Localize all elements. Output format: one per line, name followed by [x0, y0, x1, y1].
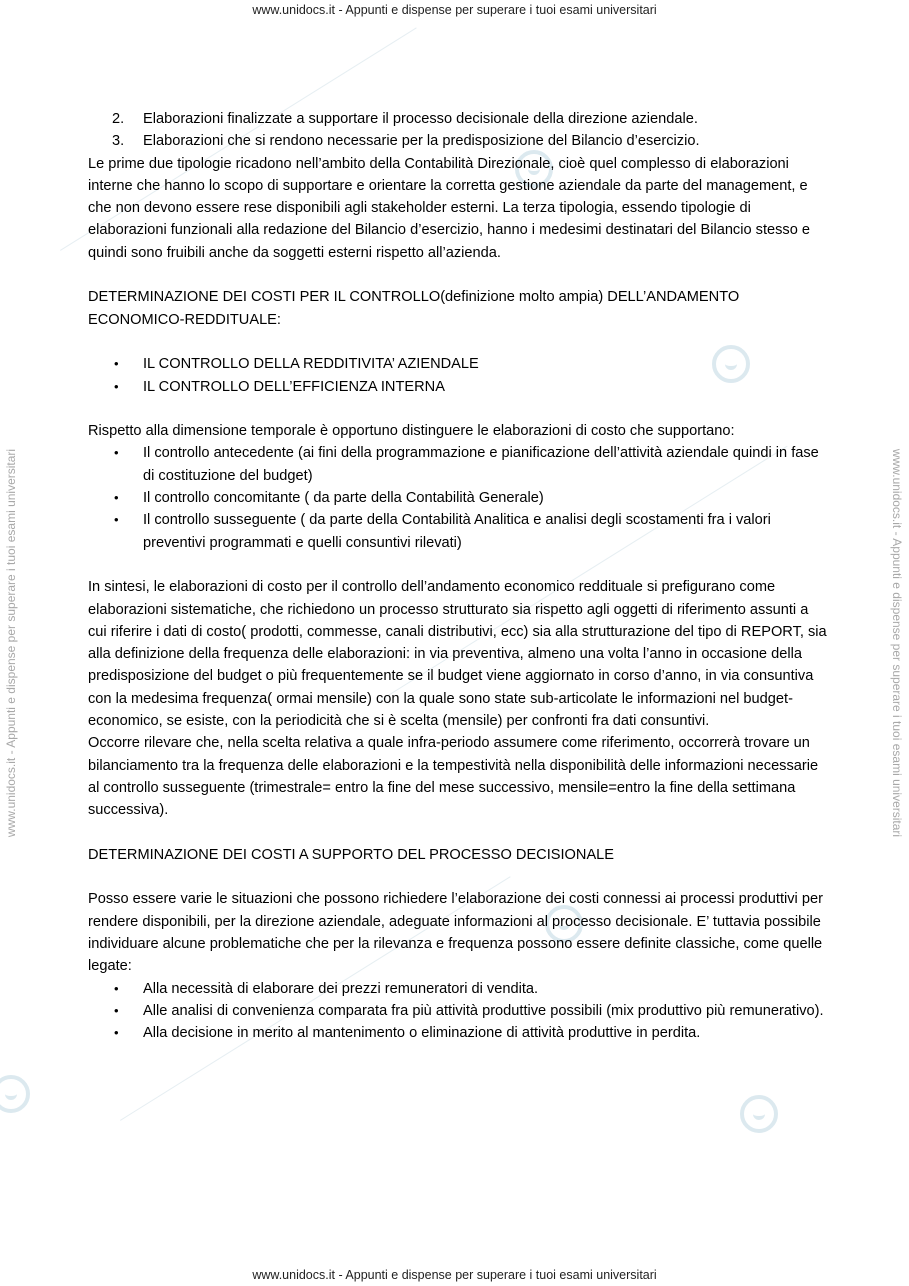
bullet-icon: • [114, 512, 119, 528]
list-item-text: IL CONTROLLO DELLA REDDITIVITA’ AZIENDALE [143, 356, 479, 373]
paragraph: Posso essere varie le situazioni che possono richiedere l’elaborazione dei costi connessi ai processi produttivi per rendere disponibili, per la direzione aziendale, adeguate informazioni al processo decisionale. E’ tuttavia possibile individuare alcune problematiche che per la rilevanza e frequenza possono essere definite classiche, come quelle legate: [88, 891, 823, 975]
paragraph: Rispetto alla dimensione temporale è opportuno distinguere le elaborazioni di costo che supportano: [88, 423, 735, 440]
list-item-text: Elaborazioni finalizzate a supportare il processo decisionale della direzione aziendale. [143, 111, 698, 127]
list-item [88, 108, 828, 130]
list-item [88, 1022, 828, 1044]
paragraph: Le prime due tipologie ricadono nell’ambito della Contabilità Direzionale, cioè quel complesso di elaborazioni interne che hanno lo scopo di supportare e orientare la corretta gestione aziendale da parte del management, e che non devono essere rese disponibili agli stakeholder esterni. La terza tipologia, essendo tipologie di elaborazioni funzionali alla redazione del Bilancio d’esercizio, hanno i medesimi destinatari del Bilancio stesso e quindi sono fruibili anche da soggetti esterni rispetto all’azienda. [88, 155, 810, 261]
bullet-icon: • [114, 445, 119, 461]
bullet-icon: • [114, 378, 119, 394]
list-item-text: Alle analisi di convenienza comparata fra più attività produttive possibili (mix produttivo più remunerativo). [143, 1002, 824, 1019]
list-item-text: IL CONTROLLO DELL’EFFICIENZA INTERNA [143, 378, 445, 395]
list-item [88, 130, 828, 152]
bullet-icon: • [114, 1025, 119, 1041]
watermark-left: www.unidocs.it - Appunti e dispense per superare i tuoi esami universitari [4, 448, 18, 838]
bullet-icon: • [114, 490, 119, 506]
list-number: 2. [112, 111, 125, 127]
section-heading: DETERMINAZIONE DEI COSTI A SUPPORTO DEL PROCESSO DECISIONALE [88, 846, 615, 863]
list-item [88, 978, 828, 1000]
list-item-text: Alla necessità di elaborare dei prezzi remuneratori di vendita. [143, 980, 539, 997]
list-number: 3. [112, 133, 125, 150]
list-item-text: Il controllo concomitante ( da parte della Contabilità Generale) [143, 490, 544, 507]
list-item-text: Elaborazioni che si rendono necessarie per la predisposizione del Bilancio d’esercizio. [143, 133, 700, 150]
watermark-header: www.unidocs.it - Appunti e dispense per superare i tuoi esami universitari [252, 3, 657, 17]
bullet-list [88, 353, 828, 398]
numbered-list [88, 108, 828, 153]
bullet-icon: • [114, 356, 119, 372]
list-item-text: Il controllo susseguente ( da parte della Contabilità Analitica e analisi degli scostamenti fra i valori preventivi programmati e quelli consuntivi rilevati) [143, 512, 771, 551]
bullet-icon: • [114, 1002, 119, 1018]
list-item-text: Alla decisione in merito al mantenimento o eliminazione di attività produttive in perdita. [143, 1025, 701, 1042]
watermark-right: www.unidocs.it - Appunti e dispense per superare i tuoi esami universitari [890, 448, 904, 838]
watermark-footer: www.unidocs.it - Appunti e dispense per superare i tuoi esami universitari [252, 1268, 657, 1282]
list-item [88, 442, 828, 487]
list-item [88, 487, 828, 509]
bullet-list [88, 978, 828, 1045]
document-body [88, 108, 828, 1044]
bullet-list [88, 442, 828, 553]
list-item-text: Il controllo antecedente (ai fini della programmazione e pianificazione dell’attività aziendale quindi in fase di costituzione del budget) [143, 445, 819, 484]
bullet-icon: • [114, 980, 119, 996]
list-item [88, 376, 828, 398]
watermark-logo-icon [740, 1095, 778, 1133]
list-item [88, 1000, 828, 1022]
section-heading: DETERMINAZIONE DEI COSTI PER IL CONTROLLO(definizione molto ampia) DELL’ANDAMENTO ECONOMICO-REDDITUALE: [88, 289, 740, 328]
paragraph: Occorre rilevare che, nella scelta relativa a quale infra-periodo assumere come riferimento, occorrerà trovare un bilanciamento tra la frequenza delle elaborazioni e la tempestività nella disponibilità delle informazioni necessarie al controllo susseguente (trimestrale= entro la fine del mese successivo, mensile=entro la fine della settimana successiva). [88, 735, 819, 819]
watermark-logo-icon [0, 1075, 30, 1113]
paragraph: In sintesi, le elaborazioni di costo per il controllo dell’andamento economico reddituale si prefigurano come elaborazioni sistematiche, che richiedono un processo strutturato sia rispetto agli oggetti di riferimento assunti a cui riferire i dati di costo( prodotti, commesse, canali distributivi, ecc) sia alla strutturazione del tipo di REPORT, sia alla definizione della frequenza delle elaborazioni: in via preventiva, almeno una volta l’anno in occasione della predisposizione del budget o più frequentemente se il budget viene aggiornato in corso d’anno, in via consuntiva con la medesima frequenza( ormai mensile) con la quale sono state sub-articolate le informazioni nel budget-economico, se esiste, con la periodicità che si è scelta (mensile) per confronti fra dati consuntivi. [88, 579, 827, 730]
list-item [88, 353, 828, 375]
list-item [88, 509, 828, 554]
